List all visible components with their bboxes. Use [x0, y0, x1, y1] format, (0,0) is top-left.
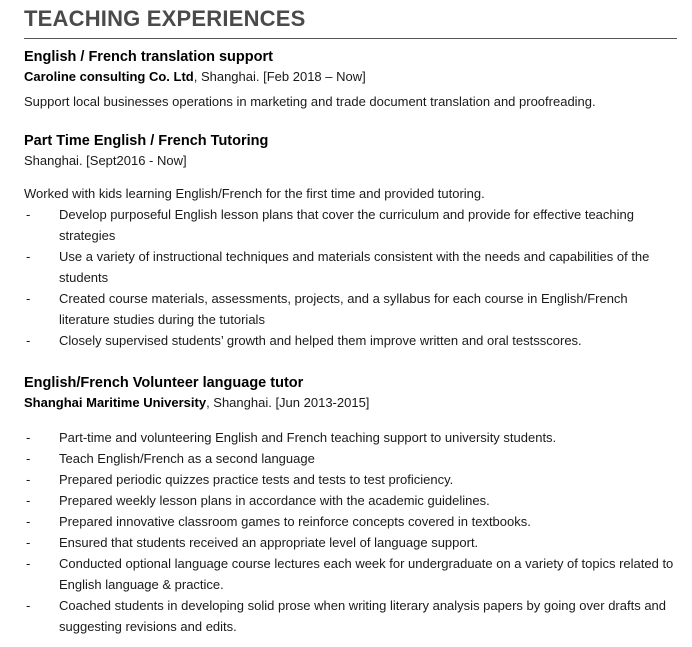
job-description: Worked with kids learning English/French for the first time and provided tutoring.: [24, 186, 485, 201]
list-item: - Closely supervised students’ growth and helped them improve written and oral testsscores.: [24, 330, 674, 351]
job-bullets: [24, 204, 684, 351]
list-item: - Prepared weekly lesson plans in accordance with the academic guidelines.: [24, 490, 674, 511]
job-bullets: [24, 427, 684, 637]
job-entry-translation: [24, 47, 684, 112]
bullet-marker: -: [26, 598, 31, 613]
list-item: - Use a variety of instructional techniques and materials consistent with the needs and capabilities of the students: [24, 246, 674, 288]
list-item: - Develop purposeful English lesson plans that cover the curriculum and provide for effective teaching strategies: [24, 204, 674, 246]
section-divider: [24, 38, 677, 39]
bullet-marker: -: [26, 514, 31, 529]
list-item: - Teach English/French as a second language: [24, 448, 674, 469]
job-org: Shanghai Maritime University: [24, 395, 207, 410]
list-item: - Created course materials, assessments, projects, and a syllabus for each course in English/French literature studies during the tutorials: [24, 288, 674, 330]
bullet-marker: -: [26, 430, 31, 445]
bullet-marker: -: [26, 451, 31, 466]
list-item: - Prepared periodic quizzes practice tests and tests to test proficiency.: [24, 469, 674, 490]
job-entry-tutoring: [24, 131, 684, 351]
section-title: TEACHING EXPERIENCES: [24, 6, 306, 31]
job-location-dates: , Shanghai. [Jun 2013-2015]: [206, 395, 370, 410]
job-entry-volunteer: [24, 373, 684, 637]
bullet-marker: -: [26, 333, 31, 348]
job-location-dates: , Shanghai. [Feb 2018 – Now]: [193, 69, 366, 84]
list-item: - Part-time and volunteering English and French teaching support to university students.: [24, 427, 674, 448]
bullet-marker: -: [26, 249, 31, 264]
bullet-marker: -: [26, 291, 31, 306]
bullet-marker: -: [26, 493, 31, 508]
job-meta: [24, 393, 684, 413]
bullet-marker: -: [26, 556, 31, 571]
list-item: - Conducted optional language course lectures each week for undergraduate on a variety of topics related to English language & practice.: [24, 553, 674, 595]
list-item: - Ensured that students received an appropriate level of language support.: [24, 532, 674, 553]
bullet-marker: -: [26, 472, 31, 487]
list-item: - Coached students in developing solid prose when writing literary analysis papers by going over drafts and suggesting revisions and edits.: [24, 595, 674, 637]
job-meta: [24, 67, 684, 87]
job-org: Caroline consulting Co. Ltd: [24, 69, 194, 84]
job-title: English/French Volunteer language tutor: [24, 375, 304, 391]
job-location-dates: Shanghai. [Sept2016 - Now]: [24, 153, 187, 168]
job-title: English / French translation support: [24, 49, 273, 65]
list-item: - Prepared innovative classroom games to reinforce concepts covered in textbooks.: [24, 511, 674, 532]
bullet-marker: -: [26, 535, 31, 550]
job-title: Part Time English / French Tutoring: [24, 133, 269, 149]
job-description: Support local businesses operations in marketing and trade document translation and proofreading.: [24, 94, 596, 109]
bullet-marker: -: [26, 207, 31, 222]
job-meta: [24, 151, 684, 171]
